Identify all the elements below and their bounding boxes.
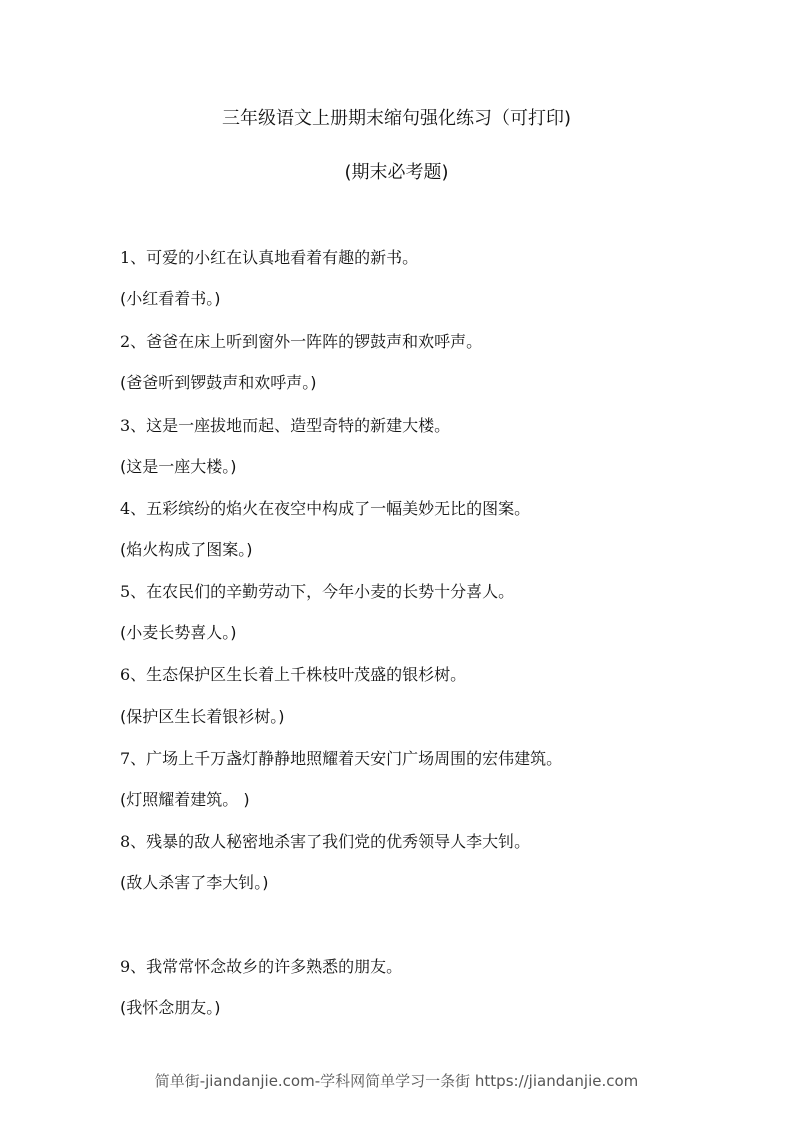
question-4: 4、五彩缤纷的焰火在夜空中构成了一幅美妙无比的图案。 <box>120 499 531 518</box>
page-title: 三年级语文上册期末缩句强化练习（可打印) <box>221 108 572 129</box>
answer-7: (灯照耀着建筑。 ) <box>120 790 250 809</box>
footer-watermark: 简单街-jiandanjie.com-学科网简单学习一条街 https://jiandanjie.com <box>154 1072 639 1090</box>
question-7: 7、广场上千万盏灯静静地照耀着天安门广场周围的宏伟建筑。 <box>120 749 563 768</box>
answer-6: (保护区生长着银衫树。) <box>120 707 285 726</box>
question-6: 6、生态保护区生长着上千株枝叶茂盛的银杉树。 <box>120 665 467 684</box>
answer-9: (我怀念朋友。) <box>120 998 221 1017</box>
question-3: 3、这是一座拔地而起、造型奇特的新建大楼。 <box>120 416 451 435</box>
answer-3: (这是一座大楼。) <box>120 457 237 476</box>
answer-1: (小红看着书。) <box>120 289 221 308</box>
question-1: 1、可爱的小红在认真地看着有趣的新书。 <box>120 248 419 267</box>
question-9: 9、我常常怀念故乡的许多熟悉的朋友。 <box>120 957 403 976</box>
question-8: 8、残暴的敌人秘密地杀害了我们党的优秀领导人李大钊。 <box>120 832 531 851</box>
question-2: 2、爸爸在床上听到窗外一阵阵的锣鼓声和欢呼声。 <box>120 332 483 351</box>
answer-8: (敌人杀害了李大钊。) <box>120 873 269 892</box>
answer-5: (小麦长势喜人。) <box>120 623 237 642</box>
question-5: 5、在农民们的辛勤劳动下，今年小麦的长势十分喜人。 <box>120 582 515 601</box>
page-subtitle: (期末必考题) <box>344 162 449 183</box>
answer-2: (爸爸听到锣鼓声和欢呼声。) <box>120 373 317 392</box>
answer-4: (焰火构成了图案。) <box>120 540 253 559</box>
